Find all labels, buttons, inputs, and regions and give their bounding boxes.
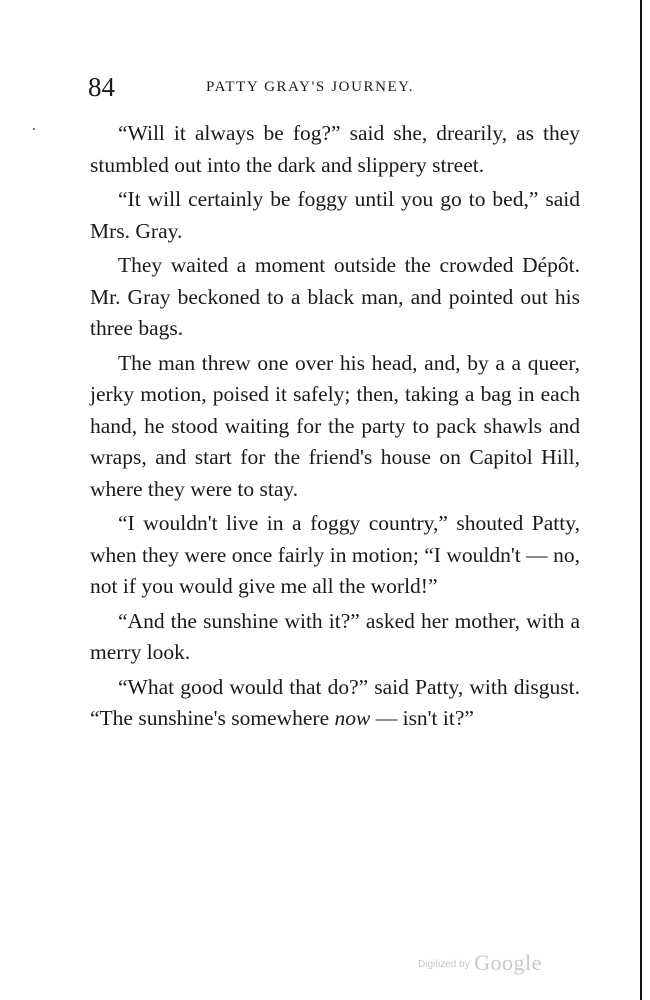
- paragraph: [90, 250, 580, 345]
- text-segment: They waited a moment outside the crowded Dépôt. Mr. Gray beckoned to a black man, and pointed out his three bags.: [90, 253, 580, 340]
- text-segment: “It will certainly be foggy until you go to bed,” said Mrs. Gray.: [90, 187, 580, 243]
- watermark-brand-text: Google: [474, 950, 542, 975]
- running-title: PATTY GRAY'S JOURNEY.: [206, 79, 415, 95]
- paragraph: [90, 348, 580, 506]
- scan-speck: [33, 128, 35, 130]
- text-segment: — isn't it?”: [370, 706, 474, 730]
- paragraph: [90, 672, 580, 735]
- page-number: 84: [88, 72, 115, 102]
- text-segment: “What good would that do?” said Patty, with disgust. “The sunshine's somewhere: [90, 674, 580, 730]
- text-segment: “And the sunshine with it?” asked her mother, with a merry look.: [90, 608, 580, 664]
- paragraph: [90, 118, 580, 181]
- watermark-small-text: Digitized by: [418, 959, 470, 970]
- text-segment: “Will it always be fog?” said she, drearily, as they stumbled out into the dark and slippery street.: [90, 121, 580, 177]
- paragraph: [90, 184, 580, 247]
- digitized-by-google-watermark: [418, 950, 542, 976]
- paragraph: [90, 508, 580, 603]
- page-edge-line: [640, 0, 642, 1000]
- italic-text-segment: now: [334, 706, 371, 730]
- body-text: [90, 118, 580, 735]
- paragraph: [90, 606, 580, 669]
- page-header: [88, 70, 578, 104]
- text-segment: The man threw one over his head, and, by a a queer, jerky motion, poised it safely; then, taking a bag in each hand, he stood waiting for the party to pack shawls and wraps, and start for the friend's house on Capitol Hill, where they were to stay.: [90, 350, 580, 501]
- text-segment: “I wouldn't live in a foggy country,” shouted Patty, when they were once fairly in motion; “I wouldn't — no, not if you would give me all the world!”: [90, 511, 580, 598]
